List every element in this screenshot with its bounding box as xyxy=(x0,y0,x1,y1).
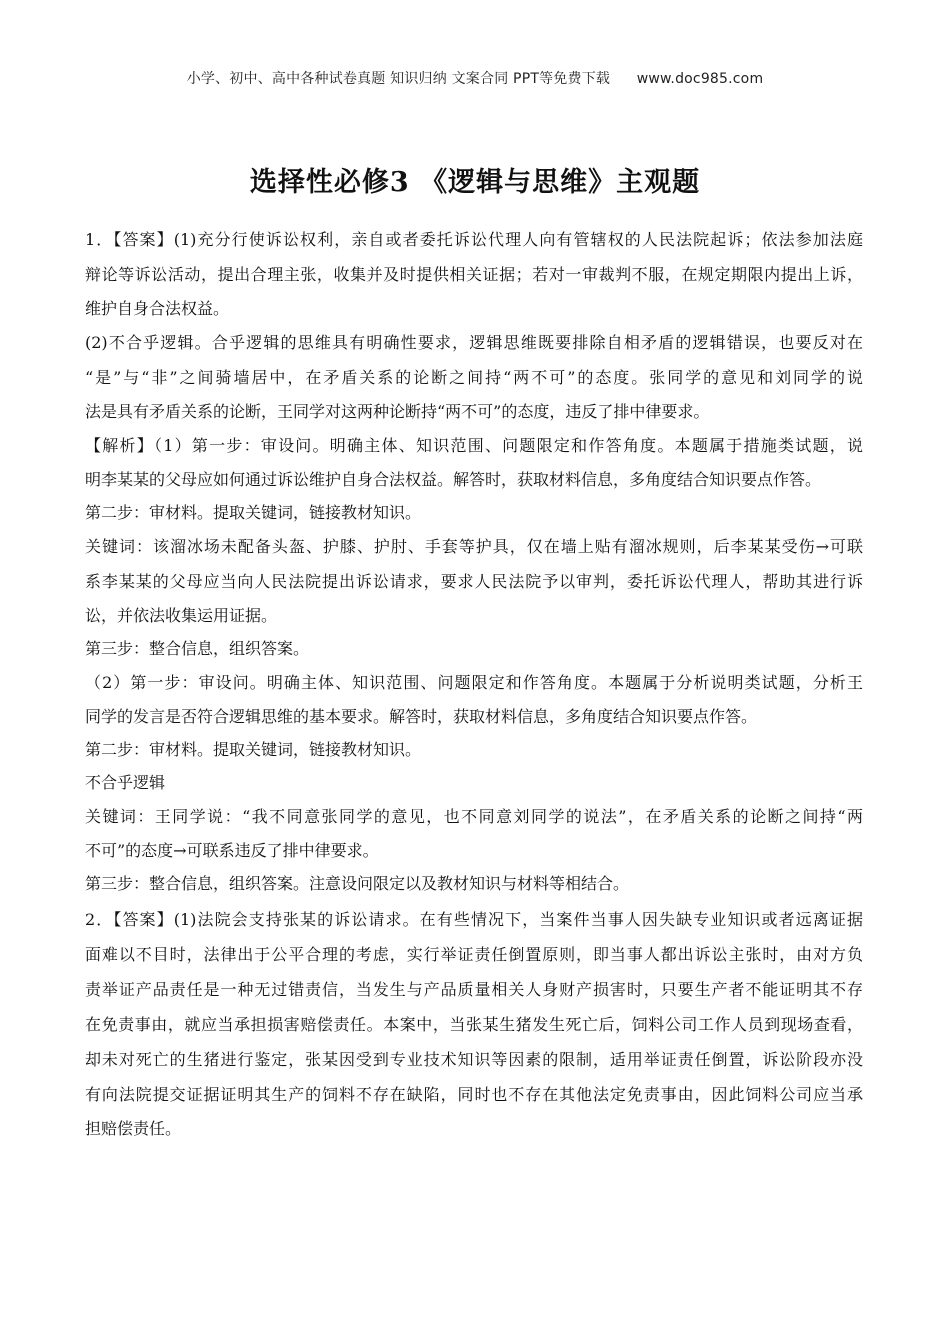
text-line: 第三步：整合信息，组织答案。注意设问限定以及教材知识与材料等相结合。 xyxy=(85,874,630,893)
document-body xyxy=(85,222,863,1145)
text-line: 在免责事由，就应当承担损害赔偿责任。本案中，当张某生猪发生死亡后，饲料公司工作人员到现场查看， xyxy=(85,1015,863,1034)
text-line: （2）第一步：审设问。明确主体、知识范围、问题限定和作答角度。本题属于分析说明类试题，分析王 xyxy=(85,673,863,692)
text-line: 辩论等诉讼活动，提出合理主张，收集并及时提供相关证据；若对一审裁判不服，在规定期限内提出上诉， xyxy=(85,265,863,284)
text-line: 关键词：王同学说：“我不同意张同学的意见，也不同意刘同学的说法”，在矛盾关系的论断之间持“两 xyxy=(85,807,863,826)
text-line: 第二步：审材料。提取关键词，链接教材知识。 xyxy=(85,503,422,522)
text-line: “是”与“非”之间骑墙居中，在矛盾关系的论断之间持“两不可”的态度。张同学的意见和刘同学的说 xyxy=(85,368,863,387)
text-line: 法是具有矛盾关系的论断，王同学对这两种论断持“两不可”的态度，违反了排中律要求。 xyxy=(85,402,710,421)
text-line: 不可”的态度→可联系违反了排中律要求。 xyxy=(85,841,379,860)
text-line: 却未对死亡的生猪进行鉴定，张某因受到专业技术知识等因素的限制，适用举证责任倒置，诉讼阶段亦没 xyxy=(85,1050,863,1069)
text-line: 2．【答案】(1)法院会支持张某的诉讼请求。在有些情况下，当案件当事人因失缺专业知识或者远离证据 xyxy=(85,910,863,929)
text-line: 1．【答案】(1)充分行使诉讼权利，亲自或者委托诉讼代理人向有管辖权的人民法院起诉；依法参加法庭 xyxy=(85,230,863,249)
header-site-link[interactable]: www.doc985.com xyxy=(636,71,764,87)
document-title: 选择性必修3 《逻辑与思维》主观题 xyxy=(249,167,701,198)
text-line: 有向法院提交证据证明其生产的饲料不存在缺陷，同时也不存在其他法定免责事由，因此饲料公司应当承 xyxy=(85,1085,863,1104)
text-line: 第二步：审材料。提取关键词，链接教材知识。 xyxy=(85,740,422,759)
page-header xyxy=(0,68,950,88)
text-line: 维护自身合法权益。 xyxy=(85,299,230,318)
text-line: 关键词：该溜冰场未配备头盔、护膝、护肘、手套等护具，仅在墙上贴有溜冰规则，后李某某受伤→可联 xyxy=(85,537,863,556)
text-line: 责举证产品责任是一种无过错责信，当发生与产品质量相关人身财产损害时，只要生产者不能证明其不存 xyxy=(85,980,863,999)
text-line: 面难以不目时，法律出于公平合理的考虑，实行举证责任倒置原则，即当事人都出诉讼主张时，由对方负 xyxy=(85,945,863,964)
text-line: 不合乎逻辑 xyxy=(85,773,166,792)
text-line: 担赔偿责任。 xyxy=(85,1119,182,1138)
header-text: 小学、初中、高中各种试卷真题 知识归纳 文案合同 PPT等免费下载 xyxy=(186,71,611,87)
text-line: 同学的发言是否符合逻辑思维的基本要求。解答时，获取材料信息，多角度结合知识要点作答。 xyxy=(85,707,758,726)
text-line: 讼，并依法收集运用证据。 xyxy=(85,606,278,625)
text-line: 第三步：整合信息，组织答案。 xyxy=(85,639,310,658)
text-line: 系李某某的父母应当向人民法院提出诉讼请求，要求人民法院予以审判，委托诉讼代理人，帮助其进行诉 xyxy=(85,572,863,591)
text-line: 【解析】（1）第一步：审设问。明确主体、知识范围、问题限定和作答角度。本题属于措施类试题，说 xyxy=(85,436,863,455)
text-line: (2)不合乎逻辑。合乎逻辑的思维具有明确性要求，逻辑思维既要排除自相矛盾的逻辑错误，也要反对在 xyxy=(85,333,863,352)
text-line: 明李某某的父母应如何通过诉讼维护自身合法权益。解答时，获取材料信息，多角度结合知识要点作答。 xyxy=(85,470,822,489)
